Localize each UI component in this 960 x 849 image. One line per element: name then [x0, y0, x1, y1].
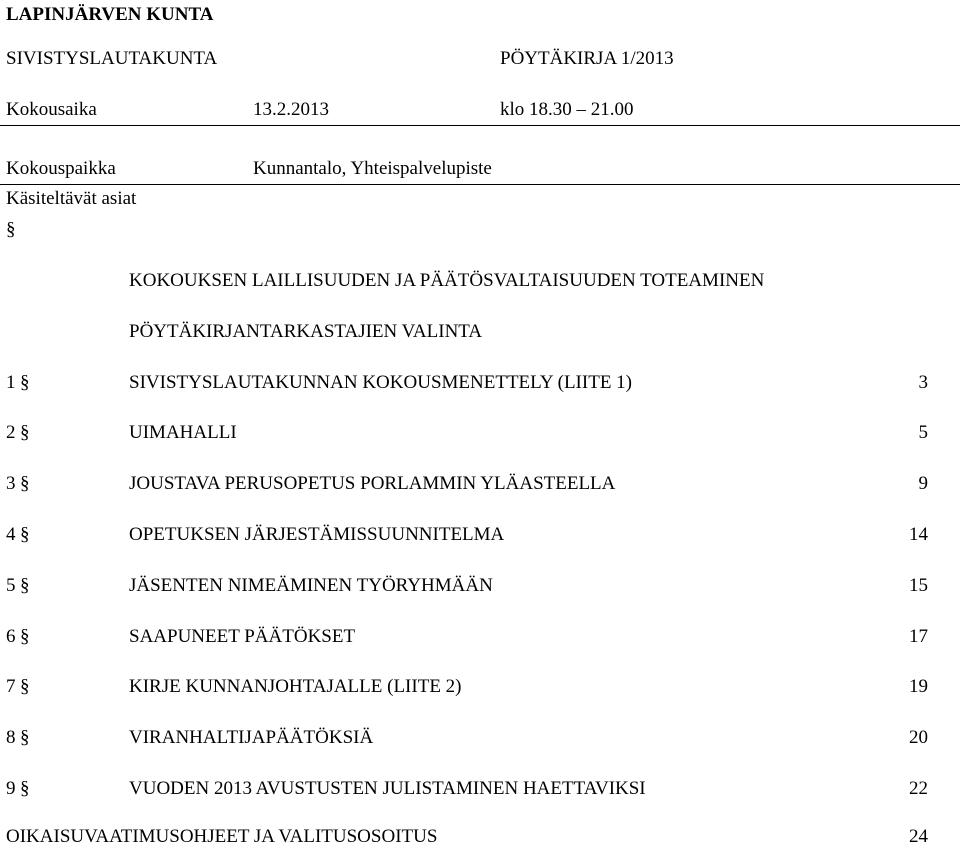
agenda-item-page: 20 [909, 727, 928, 748]
agenda-item-number: 1 [6, 372, 16, 393]
agenda-item-title: PÖYTÄKIRJANTARKASTAJIEN VALINTA [129, 321, 483, 342]
divider-bottom [0, 184, 960, 185]
agenda-item-section-symbol: § [20, 473, 30, 494]
agenda-item-number: 5 [6, 575, 16, 596]
agenda-item-page: 3 [918, 372, 928, 393]
agenda-item-title: JOUSTAVA PERUSOPETUS PORLAMMIN YLÄASTEELLA [129, 473, 616, 494]
meeting-time: klo 18.30 – 21.00 [500, 99, 634, 120]
agenda-item-title: VIRANHALTIJAPÄÄTÖKSIÄ [129, 727, 374, 748]
meeting-place: Kunnantalo, Yhteispalvelupiste [253, 158, 492, 179]
agenda-item-page: 19 [909, 676, 928, 697]
agenda-item-number: 9 [6, 778, 16, 799]
agenda-item-number: 2 [6, 422, 16, 443]
agenda-item-title: SAAPUNEET PÄÄTÖKSET [129, 626, 356, 647]
agenda-item-section-symbol: § [20, 676, 30, 697]
agenda-item-section-symbol: § [20, 524, 30, 545]
agenda-item-section-symbol: § [20, 626, 30, 647]
agenda-item-number: 7 [6, 676, 16, 697]
meeting-time-label: Kokousaika [6, 99, 97, 120]
minutes-number: PÖYTÄKIRJA 1/2013 [500, 48, 674, 69]
agenda-item-number: 8 [6, 727, 16, 748]
agenda-item-page: 14 [909, 524, 928, 545]
section-symbol: § [6, 219, 16, 240]
agenda-item-page: 17 [909, 626, 928, 647]
meeting-date: 13.2.2013 [253, 99, 329, 120]
agenda-label: Käsiteltävät asiat [6, 188, 137, 209]
agenda-item-section-symbol: § [20, 778, 30, 799]
appeal-instructions-page: 24 [909, 826, 928, 847]
agenda-item-page: 9 [918, 473, 928, 494]
agenda-item-title: JÄSENTEN NIMEÄMINEN TYÖRYHMÄÄN [129, 575, 493, 596]
agenda-item-title: KIRJE KUNNANJOHTAJALLE (LIITE 2) [129, 676, 462, 697]
meeting-place-label: Kokouspaikka [6, 158, 116, 179]
agenda-item-page: 15 [909, 575, 928, 596]
agenda-item-title: SIVISTYSLAUTAKUNNAN KOKOUSMENETTELY (LIITE 1) [129, 372, 632, 393]
agenda-item-section-symbol: § [20, 575, 30, 596]
agenda-item-title: KOKOUKSEN LAILLISUUDEN JA PÄÄTÖSVALTAISUUDEN TOTEAMINEN [129, 270, 765, 291]
board-name: SIVISTYSLAUTAKUNTA [6, 48, 218, 69]
agenda-item-page: 22 [909, 778, 928, 799]
agenda-item-page: 5 [918, 422, 928, 443]
agenda-item-title: UIMAHALLI [129, 422, 237, 443]
agenda-item-number: 6 [6, 626, 16, 647]
agenda-item-title: OPETUKSEN JÄRJESTÄMISSUUNNITELMA [129, 524, 505, 545]
agenda-item-title: VUODEN 2013 AVUSTUSTEN JULISTAMINEN HAETTAVIKSI [129, 778, 646, 799]
municipality-title: LAPINJÄRVEN KUNTA [6, 4, 214, 25]
agenda-item-section-symbol: § [20, 422, 30, 443]
agenda-item-number: 4 [6, 524, 16, 545]
agenda-item-section-symbol: § [20, 727, 30, 748]
agenda-item-section-symbol: § [20, 372, 30, 393]
agenda-item-number: 3 [6, 473, 16, 494]
appeal-instructions-title: OIKAISUVAATIMUSOHJEET JA VALITUSOSOITUS [6, 826, 438, 847]
divider-top [0, 125, 960, 126]
